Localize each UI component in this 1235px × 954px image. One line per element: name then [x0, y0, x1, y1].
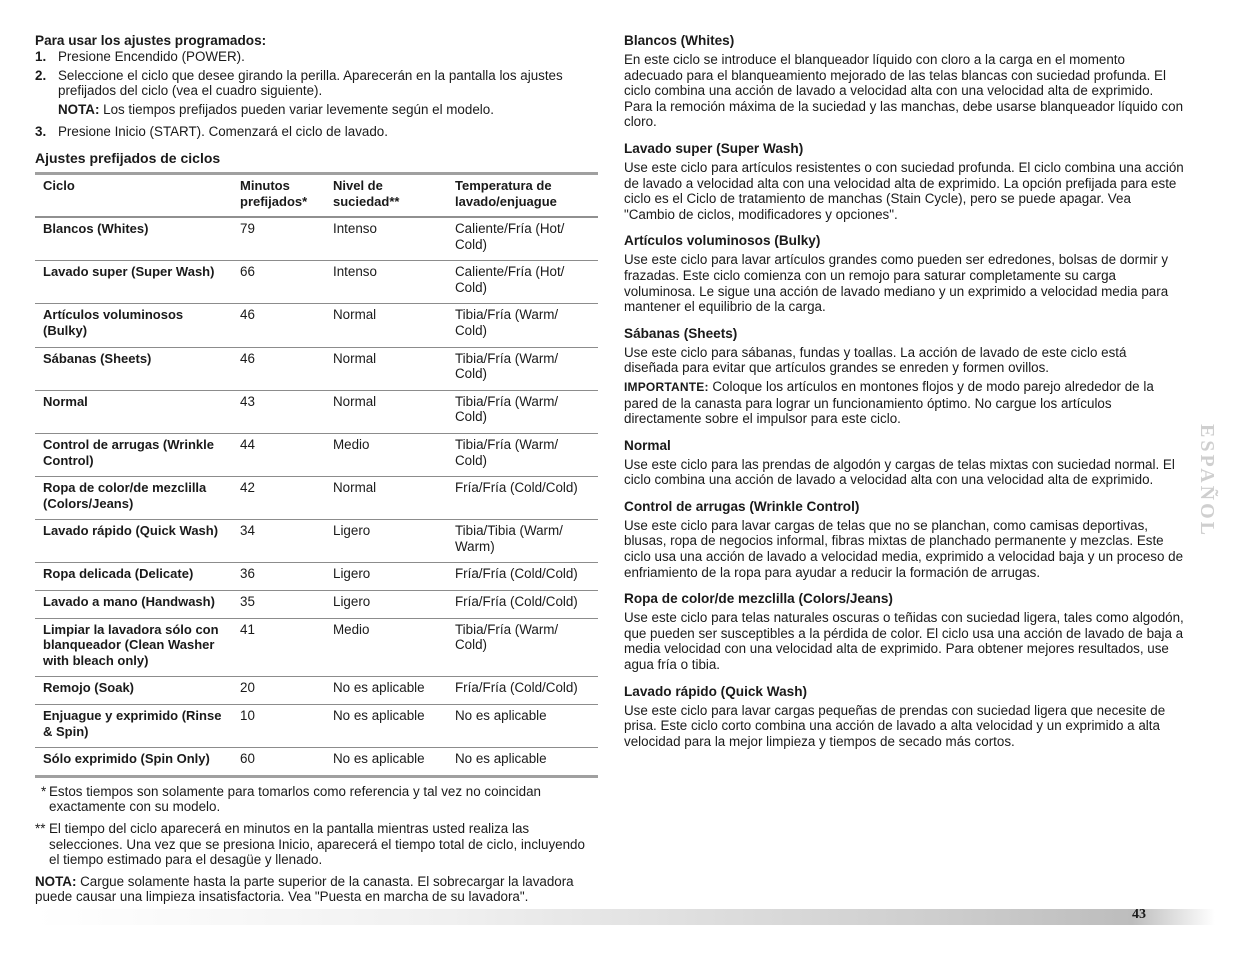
table-row — [35, 304, 598, 347]
section-title: Lavado rápido (Quick Wash) — [624, 683, 808, 699]
temperature-cell: Tibia/Fría (Warm/ Cold) — [455, 621, 559, 653]
cycle-name-cell: Sólo exprimido (Spin Only) — [43, 751, 210, 767]
footnote-marker: ** — [35, 821, 46, 836]
table-body — [35, 217, 598, 776]
soil-level-cell: Normal — [333, 480, 377, 496]
minutes-cell: 35 — [240, 594, 255, 610]
minutes-cell: 41 — [240, 621, 255, 637]
table-row — [35, 748, 598, 777]
section-title: Blancos (Whites) — [624, 33, 735, 48]
soil-level-cell: No es aplicable — [333, 751, 425, 767]
minutes-cell: 79 — [240, 220, 255, 236]
footnote-marker: * — [41, 783, 47, 799]
step-number: 2. — [35, 67, 47, 83]
temperature-cell: Fría/Fría (Cold/Cold) — [455, 480, 578, 496]
temperature-cell: Fría/Fría (Cold/Cold) — [455, 594, 578, 610]
section-text: Use este ciclo para lavar cargas de telas que no se planchan, como camisas deportivas, blusas, ropa de negocios informal, fibras mixtas de planchado permanente y mezclas. Este ciclo usa una acción de lavado a velocidad media, exprimido a velocidad baja y un proceso de enfriamiento de la ropa para ayudar a reducir la formación de arrugas. — [624, 517, 1184, 580]
cycle-name-cell: Lavado a mano (Handwash) — [43, 594, 215, 610]
temperature-cell: Fría/Fría (Cold/Cold) — [455, 680, 578, 696]
soil-level-cell: Medio — [333, 436, 370, 452]
column-header: Minutos prefijados* — [240, 177, 308, 209]
temperature-cell: Caliente/Fría (Hot/ Cold) — [455, 264, 565, 295]
step-number: 1. — [35, 49, 47, 64]
section-colors-jeans — [624, 591, 1184, 672]
cycle-name-cell: Sábanas (Sheets) — [43, 350, 152, 366]
temperature-cell: Tibia/Fría (Warm/ Cold) — [455, 350, 559, 382]
soil-level-cell: Ligero — [333, 594, 371, 610]
column-header: Ciclo — [43, 177, 75, 193]
step-1 — [35, 49, 598, 65]
cycle-name-cell: Remojo (Soak) — [43, 680, 135, 696]
cycle-name-cell: Artículos voluminosos (Bulky) — [43, 307, 184, 338]
footnote-1 — [35, 784, 598, 815]
table-row — [35, 677, 598, 705]
table-row — [35, 618, 598, 677]
cycle-name-cell: Ropa de color/de mezclilla (Colors/Jeans) — [43, 480, 207, 511]
temperature-cell: Fría/Fría (Cold/Cold) — [455, 566, 578, 582]
soil-level-cell: Normal — [333, 350, 377, 366]
table-row — [35, 563, 598, 591]
section-text: Use este ciclo para artículos resistentes o con suciedad profunda. El ciclo combina una acción de lavado a velocidad alta con una velocidad alta de exprimido. La opción prefijada para este ciclo es el Ciclo de tratamiento de manchas (Stain Cycle), pero se puede apagar. Vea "Cambio de ciclos, modificadores y opciones". — [624, 159, 1184, 222]
minutes-cell: 20 — [240, 680, 255, 696]
soil-level-cell: Normal — [333, 393, 377, 409]
minutes-cell: 60 — [240, 751, 255, 767]
section-text: Use este ciclo para sábanas, fundas y toallas. La acción de lavado de este ciclo está diseñada para evitar que artículos grandes se enreden y formen ovillos. — [624, 344, 1127, 376]
section-title: Normal — [624, 437, 671, 453]
soil-level-cell: Ligero — [333, 566, 371, 582]
minutes-cell: 42 — [240, 480, 255, 496]
section-whites — [624, 33, 1184, 130]
temperature-cell: Tibia/Fría (Warm/ Cold) — [455, 436, 559, 468]
table-row — [35, 261, 598, 304]
section-text: Use este ciclo para lavar artículos grandes como pueden ser edredones, bolsas de dormir y frazadas. Este ciclo comienza con un remojo para saturar completamente su carga voluminosa. Le sigue una acción de lavado mediano y un exprimido a velocidad media para mantener el equilibrio de la carga. — [624, 252, 1169, 315]
table-row — [35, 477, 598, 520]
temperature-cell: Caliente/Fría (Hot/ Cold) — [455, 220, 565, 252]
note-text: Cargue solamente hasta la parte superior de la canasta. El sobrecargar la lavadora puede causar una limpieza insatisfactoria. Vea "Puesta en marcha de su lavadora". — [35, 873, 574, 905]
bottom-note — [35, 874, 598, 905]
cycle-name-cell: Control de arrugas (Wrinkle Control) — [43, 436, 214, 468]
programmed-settings-title: Para usar los ajustes programados: — [35, 33, 267, 48]
section-title: Artículos voluminosos (Bulky) — [624, 233, 821, 249]
step-text: Presione Inicio (START). Comenzará el ciclo de lavado. — [58, 124, 388, 140]
step-number: 3. — [35, 124, 47, 140]
step-2-note — [35, 102, 598, 118]
soil-level-cell: No es aplicable — [333, 708, 425, 724]
table-row — [35, 591, 598, 619]
soil-level-cell: Intenso — [333, 264, 377, 280]
note-label: NOTA: — [58, 101, 100, 117]
cycle-name-cell: Normal — [43, 393, 88, 409]
step-2 — [35, 68, 598, 99]
soil-level-cell: Ligero — [333, 523, 371, 539]
section-text: En este ciclo se introduce el blanqueador líquido con cloro a la carga en el momento adecuado para el blanqueamiento mejorado de las telas blancas con suciedad profunda. El ciclo combina una acción de lavado a velocidad alta con una velocidad alta de exprimido. Para la remoción máxima de la suciedad y las manchas, debe usarse blanqueador líquido con cloro. — [624, 52, 1184, 130]
minutes-cell: 46 — [240, 350, 255, 366]
table-row — [35, 390, 598, 433]
language-side-label: ESPAÑOL — [1196, 424, 1218, 538]
section-text: Use este ciclo para las prendas de algodón y cargas de telas mixtas con suciedad normal. El ciclo combina una acción de lavado a velocidad alta con una velocidad alta de exprimido. — [624, 456, 1175, 488]
soil-level-cell: Medio — [333, 621, 370, 637]
minutes-cell: 36 — [240, 566, 255, 582]
section-title: Ropa de color/de mezclilla (Colors/Jeans) — [624, 591, 893, 607]
left-column — [35, 33, 598, 905]
footnote-text: Estos tiempos son solamente para tomarlos como referencia y tal vez no coincidan exactamente con su modelo. — [49, 783, 541, 815]
step-text: Presione Encendido (POWER). — [58, 49, 245, 64]
footnote-2 — [35, 821, 598, 868]
cycle-name-cell: Lavado super (Super Wash) — [43, 264, 215, 280]
cycle-name-cell: Enjuague y exprimido (Rinse & Spin) — [43, 708, 222, 739]
section-wrinkle-control — [624, 499, 1184, 580]
step-text: Seleccione el ciclo que desee girando la perilla. Aparecerán en la pantalla los ajustes prefijados del ciclo (vea el cuadro siguiente). — [58, 67, 563, 99]
soil-level-cell: No es aplicable — [333, 680, 425, 696]
section-text: Use este ciclo para lavar cargas pequeñas de prendas con suciedad ligera que necesite de prisa. Este ciclo corto combina una acción de lavado a alta velocidad y un exprimido a alta velocidad para la mejor limpieza y tiempos de secado más cortos. — [624, 702, 1166, 749]
page-number: 43 — [1132, 907, 1146, 922]
footnote-text: El tiempo del ciclo aparecerá en minutos en la pantalla mientras usted realiza las selecciones. Una vez que se presiona Inicio, aparecerá el tiempo total de ciclo, incluyendo el tiempo estimado para el desagüe y llenado. — [49, 821, 585, 868]
section-title: Sábanas (Sheets) — [624, 325, 738, 341]
table-row — [35, 347, 598, 390]
minutes-cell: 44 — [240, 436, 255, 452]
column-header: Nivel de suciedad** — [333, 177, 400, 209]
section-super-wash — [624, 141, 1184, 222]
minutes-cell: 66 — [240, 264, 255, 280]
table-title: Ajustes prefijados de ciclos — [35, 149, 221, 166]
table-row — [35, 433, 598, 476]
minutes-cell: 10 — [240, 708, 255, 724]
cycle-name-cell: Limpiar la lavadora sólo con blanqueador (Clean Washer with bleach only) — [43, 621, 219, 668]
temperature-cell: No es aplicable — [455, 751, 547, 767]
important-note — [624, 379, 1184, 427]
cycle-name-cell: Blancos (Whites) — [43, 220, 149, 236]
section-text: Use este ciclo para telas naturales oscuras o teñidas con suciedad ligera, tales como algodón, que pueden ser susceptibles a la pérdida de color. El ciclo usa una acción de lavado de baja a media velocidad con una velocidad alta de exprimido. Para obtener mejores resultados, use agua fría o tibia. — [624, 610, 1184, 673]
note-label: NOTA: — [35, 873, 77, 889]
section-quick-wash — [624, 684, 1184, 750]
table-header-row — [35, 173, 598, 217]
important-text: Coloque los artículos en montones flojos y de modo parejo alrededor de la pared de la canasta para lograr un funcionamiento óptimo. No cargue los artículos directamente sobre el impulsor para este ciclo. — [624, 378, 1154, 427]
minutes-cell: 46 — [240, 307, 255, 323]
section-title: Lavado super (Super Wash) — [624, 140, 804, 156]
table-row — [35, 520, 598, 563]
steps-list — [35, 49, 598, 99]
note-text: Los tiempos prefijados pueden variar levemente según el modelo. — [99, 101, 494, 117]
table-row — [35, 217, 598, 261]
soil-level-cell: Intenso — [333, 220, 377, 236]
steps-list-cont — [35, 124, 598, 140]
temperature-cell: Tibia/Tibia (Warm/ Warm) — [455, 523, 563, 554]
right-column — [624, 33, 1184, 760]
cycle-settings-table — [35, 172, 598, 778]
soil-level-cell: Normal — [333, 307, 377, 323]
section-title: Control de arrugas (Wrinkle Control) — [624, 498, 860, 514]
footer-bar — [35, 909, 1215, 925]
table-row — [35, 705, 598, 748]
section-sheets — [624, 326, 1184, 427]
cycle-name-cell: Lavado rápido (Quick Wash) — [43, 523, 219, 539]
column-header: Temperatura de lavado/enjuague — [455, 177, 557, 209]
minutes-cell: 34 — [240, 523, 255, 539]
minutes-cell: 43 — [240, 393, 255, 409]
temperature-cell: No es aplicable — [455, 708, 547, 724]
cycle-name-cell: Ropa delicada (Delicate) — [43, 566, 194, 582]
temperature-cell: Tibia/Fría (Warm/ Cold) — [455, 307, 559, 338]
section-normal — [624, 438, 1184, 488]
step-3 — [35, 124, 598, 140]
temperature-cell: Tibia/Fría (Warm/ Cold) — [455, 393, 559, 425]
section-bulky — [624, 233, 1184, 314]
important-label: IMPORTANTE: — [624, 379, 709, 394]
